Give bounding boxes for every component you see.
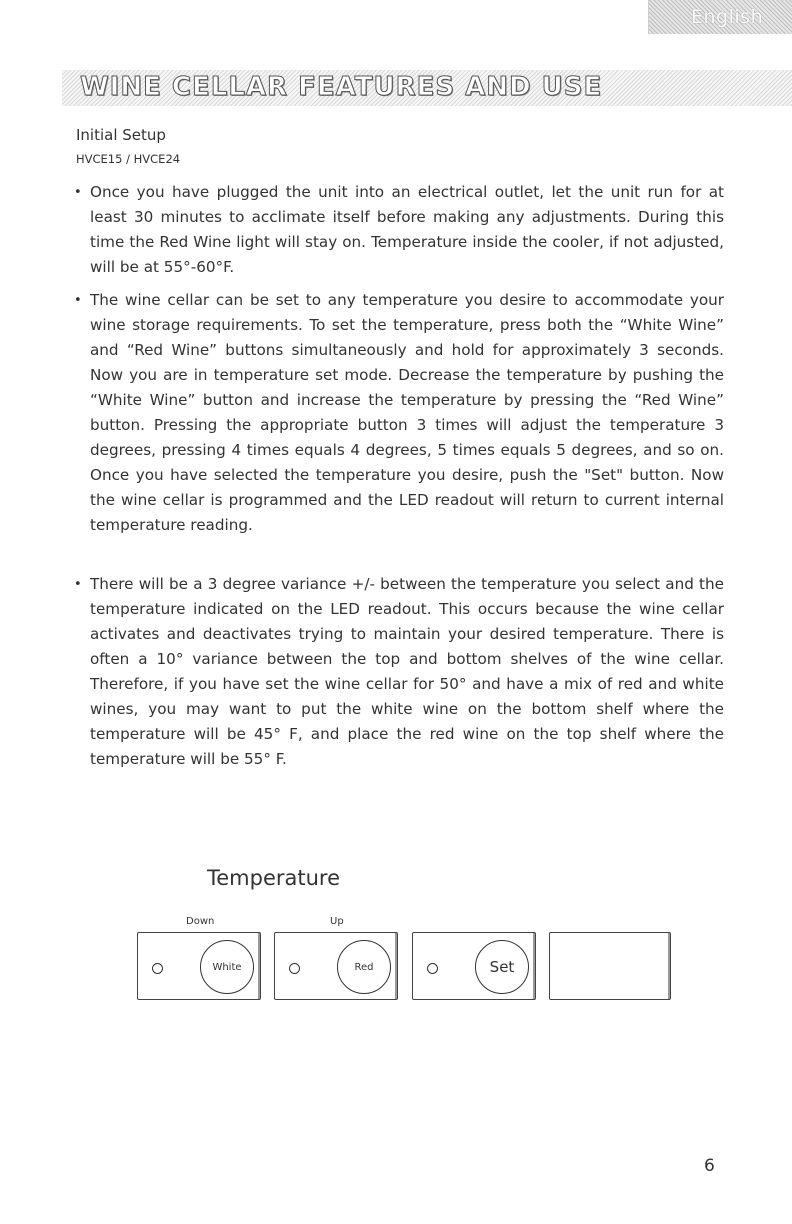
red-wine-indicator-light	[289, 963, 300, 974]
white-wine-indicator-light	[152, 963, 163, 974]
set-button[interactable]: Set	[475, 940, 529, 994]
set-panel	[412, 932, 536, 1000]
language-tab	[648, 0, 792, 34]
language-label: English	[691, 6, 764, 28]
instruction-item-2: • The wine cellar can be set to any temperature you desire to accommodate your wine storage requirements. To set the temperature, press both the “White Wine” and “Red Wine” buttons simultaneously and hold for approximately 3 seconds. Now you are in temperature set mode. Decrease the temperature by pushing the “White Wine” button and increase the temperature by pressing the “Red Wine” button. Pressing the appropriate button 3 times will adjust the temperature 3 degrees, pressing 4 times equals 4 degrees, 5 times equals 5 degrees, and so on. Once you have selected the temperature you desire, push the "Set" button. Now the wine cellar is programmed and the LED readout will return to current internal temperature reading.	[74, 288, 724, 538]
model-numbers: HVCE15 / HVCE24	[76, 152, 181, 166]
setup-heading: Initial Setup	[76, 126, 166, 144]
section-title: WINE CELLAR FEATURES AND USE	[80, 72, 603, 102]
down-label: Down	[186, 916, 215, 927]
led-readout-display	[549, 932, 671, 1000]
section-banner	[62, 70, 792, 106]
instruction-item-1: • Once you have plugged the unit into an electrical outlet, let the unit run for at least 30 minutes to acclimate itself before making any adjustments. During this time the Red Wine light will stay on. Temperature inside the cooler, if not adjusted, will be at 55°-60°F.	[74, 180, 724, 280]
temperature-diagram-title: Temperature	[207, 866, 341, 890]
white-wine-button[interactable]: White	[200, 940, 254, 994]
instruction-list	[74, 180, 724, 772]
set-indicator-light	[427, 963, 438, 974]
white-wine-panel	[137, 932, 261, 1000]
up-label: Up	[330, 916, 344, 927]
page-number: 6	[704, 1156, 715, 1176]
instruction-item-3: • There will be a 3 degree variance +/- between the temperature you select and the temperature indicated on the LED readout. This occurs because the wine cellar activates and deactivates trying to maintain your desired temperature. There is often a 10° variance between the top and bottom shelves of the wine cellar. Therefore, if you have set the wine cellar for 50° and have a mix of red and white wines, you may want to put the white wine on the bottom shelf where the temperature will be 45° F, and place the red wine on the top shelf where the temperature will be 55° F.	[74, 572, 724, 772]
red-wine-button[interactable]: Red	[337, 940, 391, 994]
red-wine-panel	[274, 932, 398, 1000]
